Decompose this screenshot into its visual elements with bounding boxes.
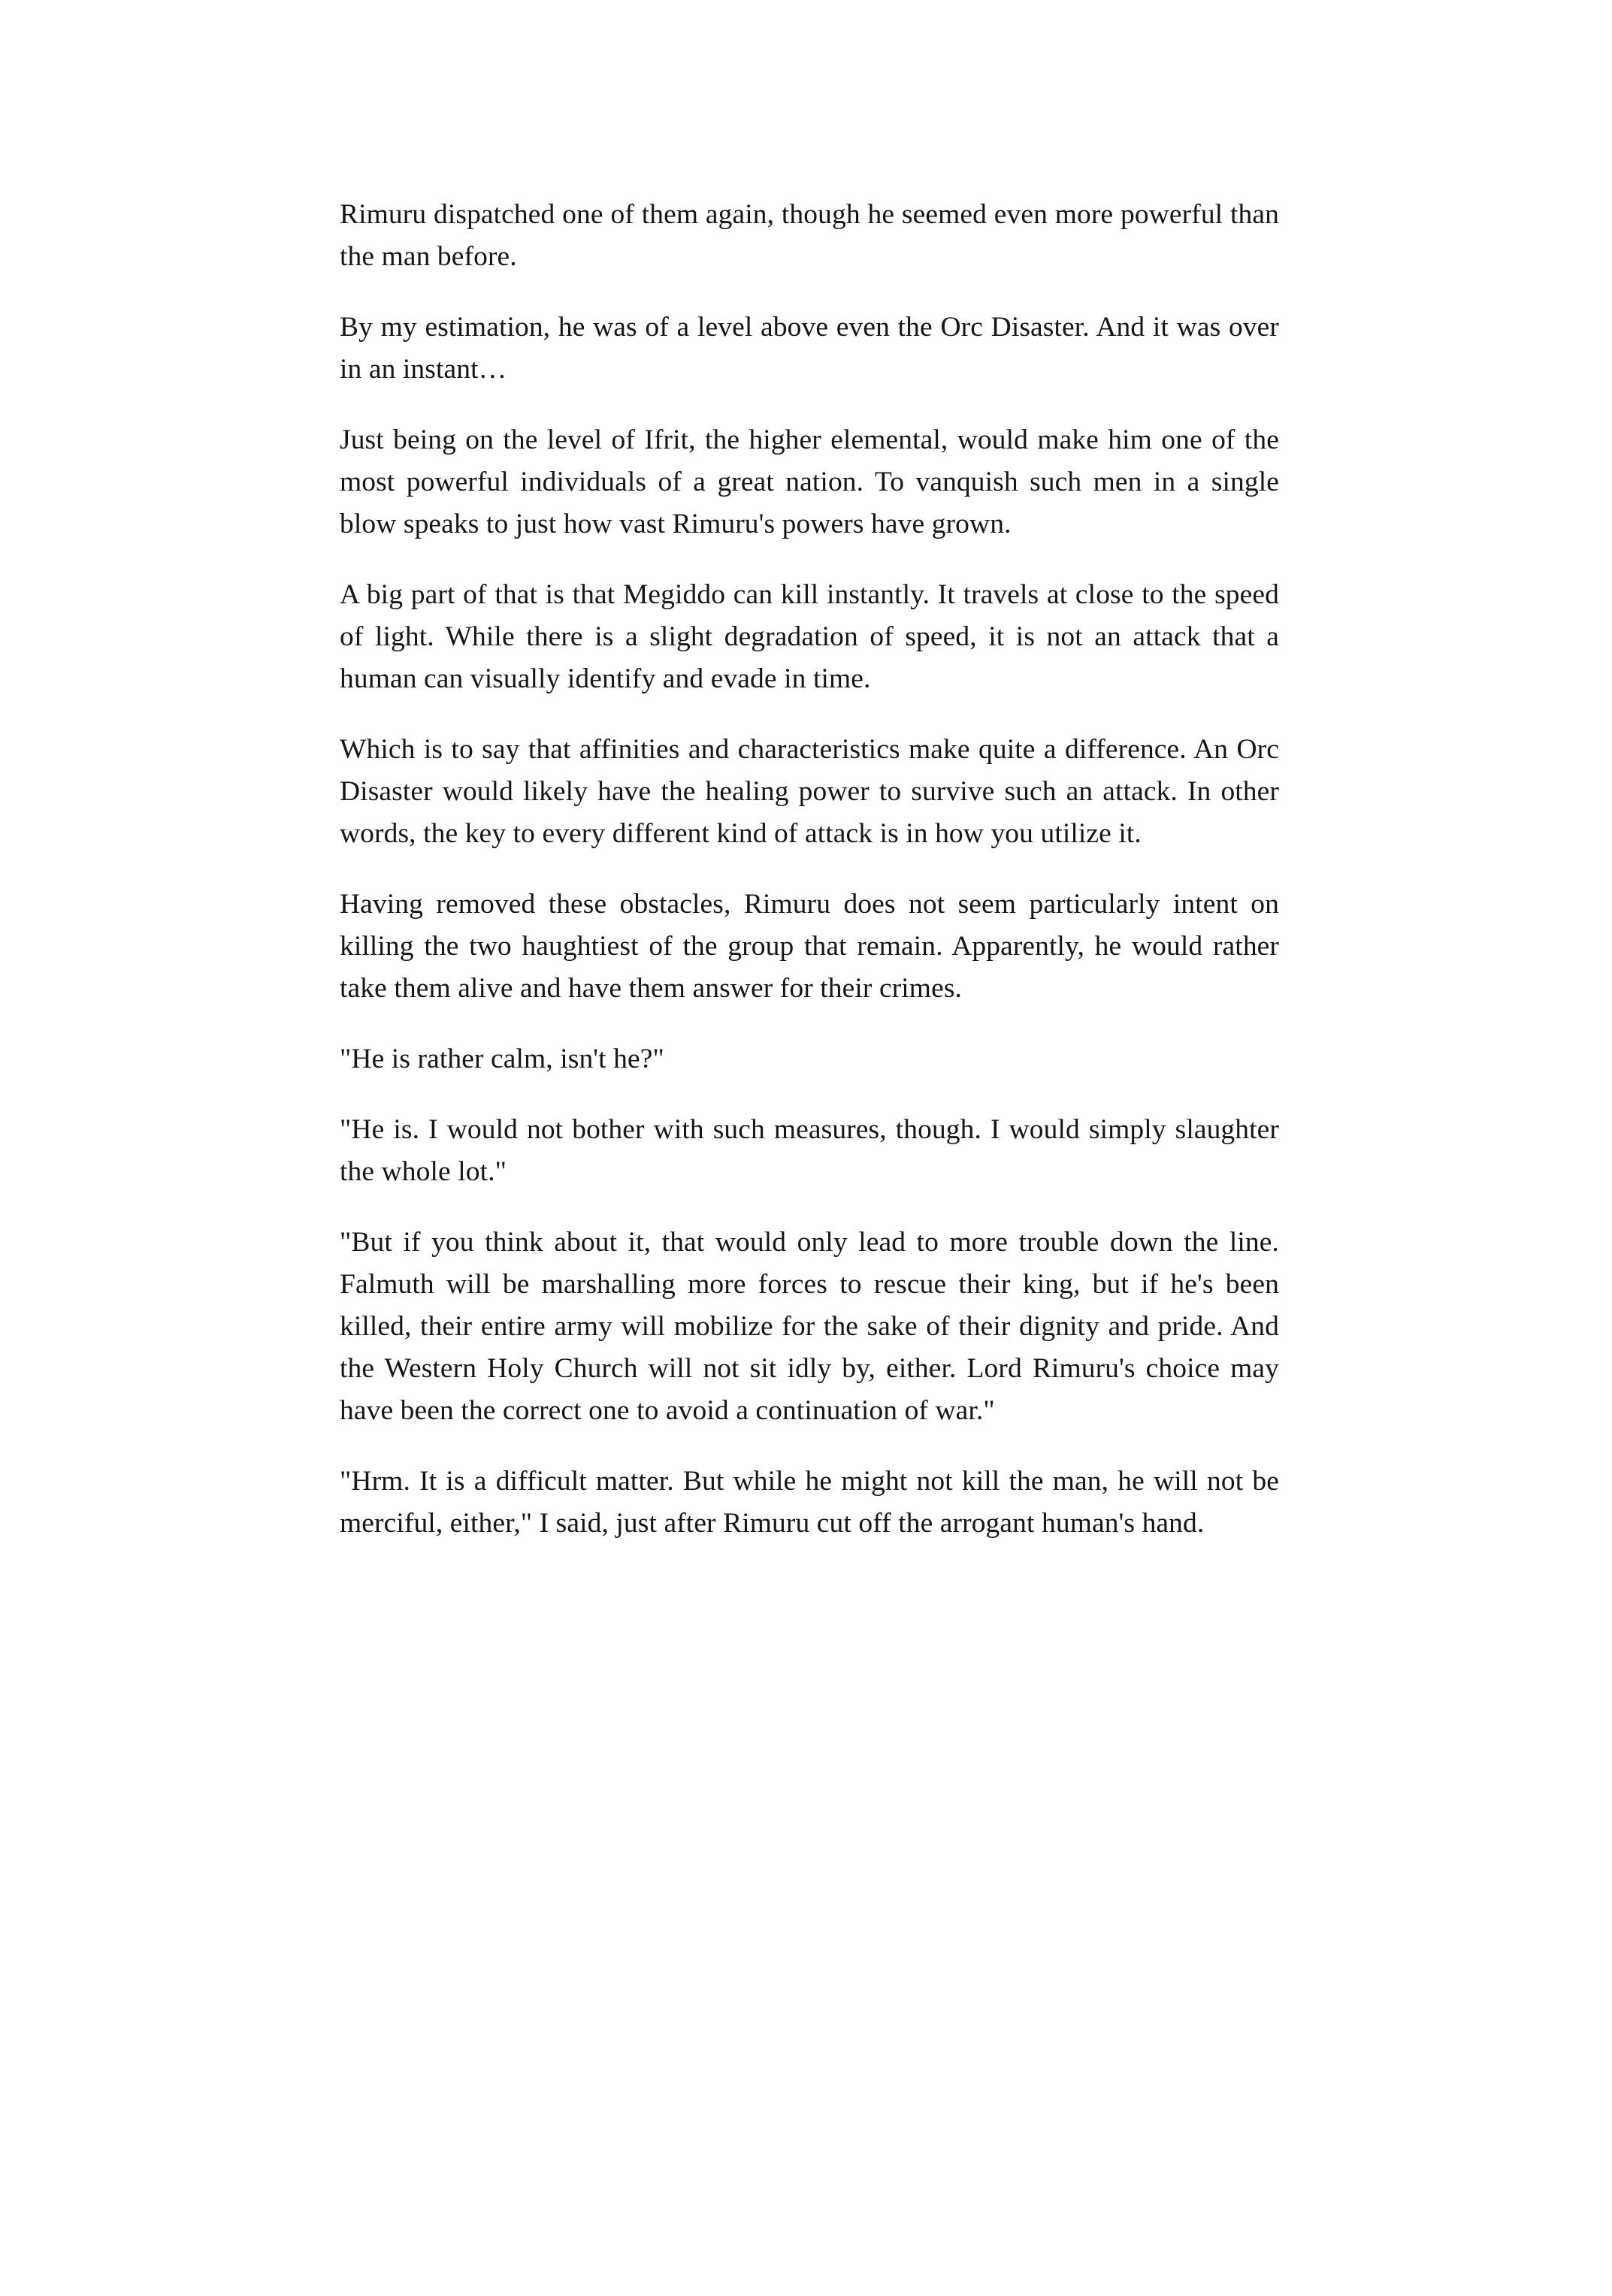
- paragraph: By my estimation, he was of a level above even the Orc Disaster. And it was over in an instant…: [340, 312, 1279, 385]
- paragraph: "He is. I would not bother with such measures, though. I would simply slaughter the whole lot.": [340, 1114, 1279, 1187]
- paragraph: Just being on the level of Ifrit, the higher elemental, would make him one of the most powerful individuals of a great nation. To vanquish such men in a single blow speaks to just how vast Rimuru's powers have grown.: [340, 424, 1279, 539]
- paragraph: "But if you think about it, that would only lead to more trouble down the line. Falmuth will be marshalling more forces to rescue their king, but if he's been killed, their entire army will mobilize for the sake of their dignity and pride. And the Western Holy Church will not sit idly by, either. Lord Rimuru's choice may have been the correct one to avoid a continuation of war.": [340, 1227, 1279, 1426]
- paragraph: A big part of that is that Megiddo can kill instantly. It travels at close to the speed of light. While there is a slight degradation of speed, it is not an attack that a human can visually identify and evade in time.: [340, 579, 1279, 694]
- paragraph: "He is rather calm, isn't he?": [340, 1044, 664, 1074]
- paragraph: Which is to say that affinities and characteristics make quite a difference. An Orc Disaster would likely have the healing power to survive such an attack. In other words, the key to every different kind of attack is in how you utilize it.: [340, 734, 1279, 849]
- paragraph: Rimuru dispatched one of them again, though he seemed even more powerful than the man before.: [340, 199, 1279, 272]
- paragraph: "Hrm. It is a difficult matter. But while he might not kill the man, he will not be merciful, either," I said, just after Rimuru cut off the arrogant human's hand.: [340, 1466, 1279, 1539]
- body-text-column: [340, 194, 1279, 1545]
- paragraph: Having removed these obstacles, Rimuru does not seem particularly intent on killing the two haughtiest of the group that remain. Apparently, he would rather take them alive and have them answer for their crimes.: [340, 889, 1279, 1004]
